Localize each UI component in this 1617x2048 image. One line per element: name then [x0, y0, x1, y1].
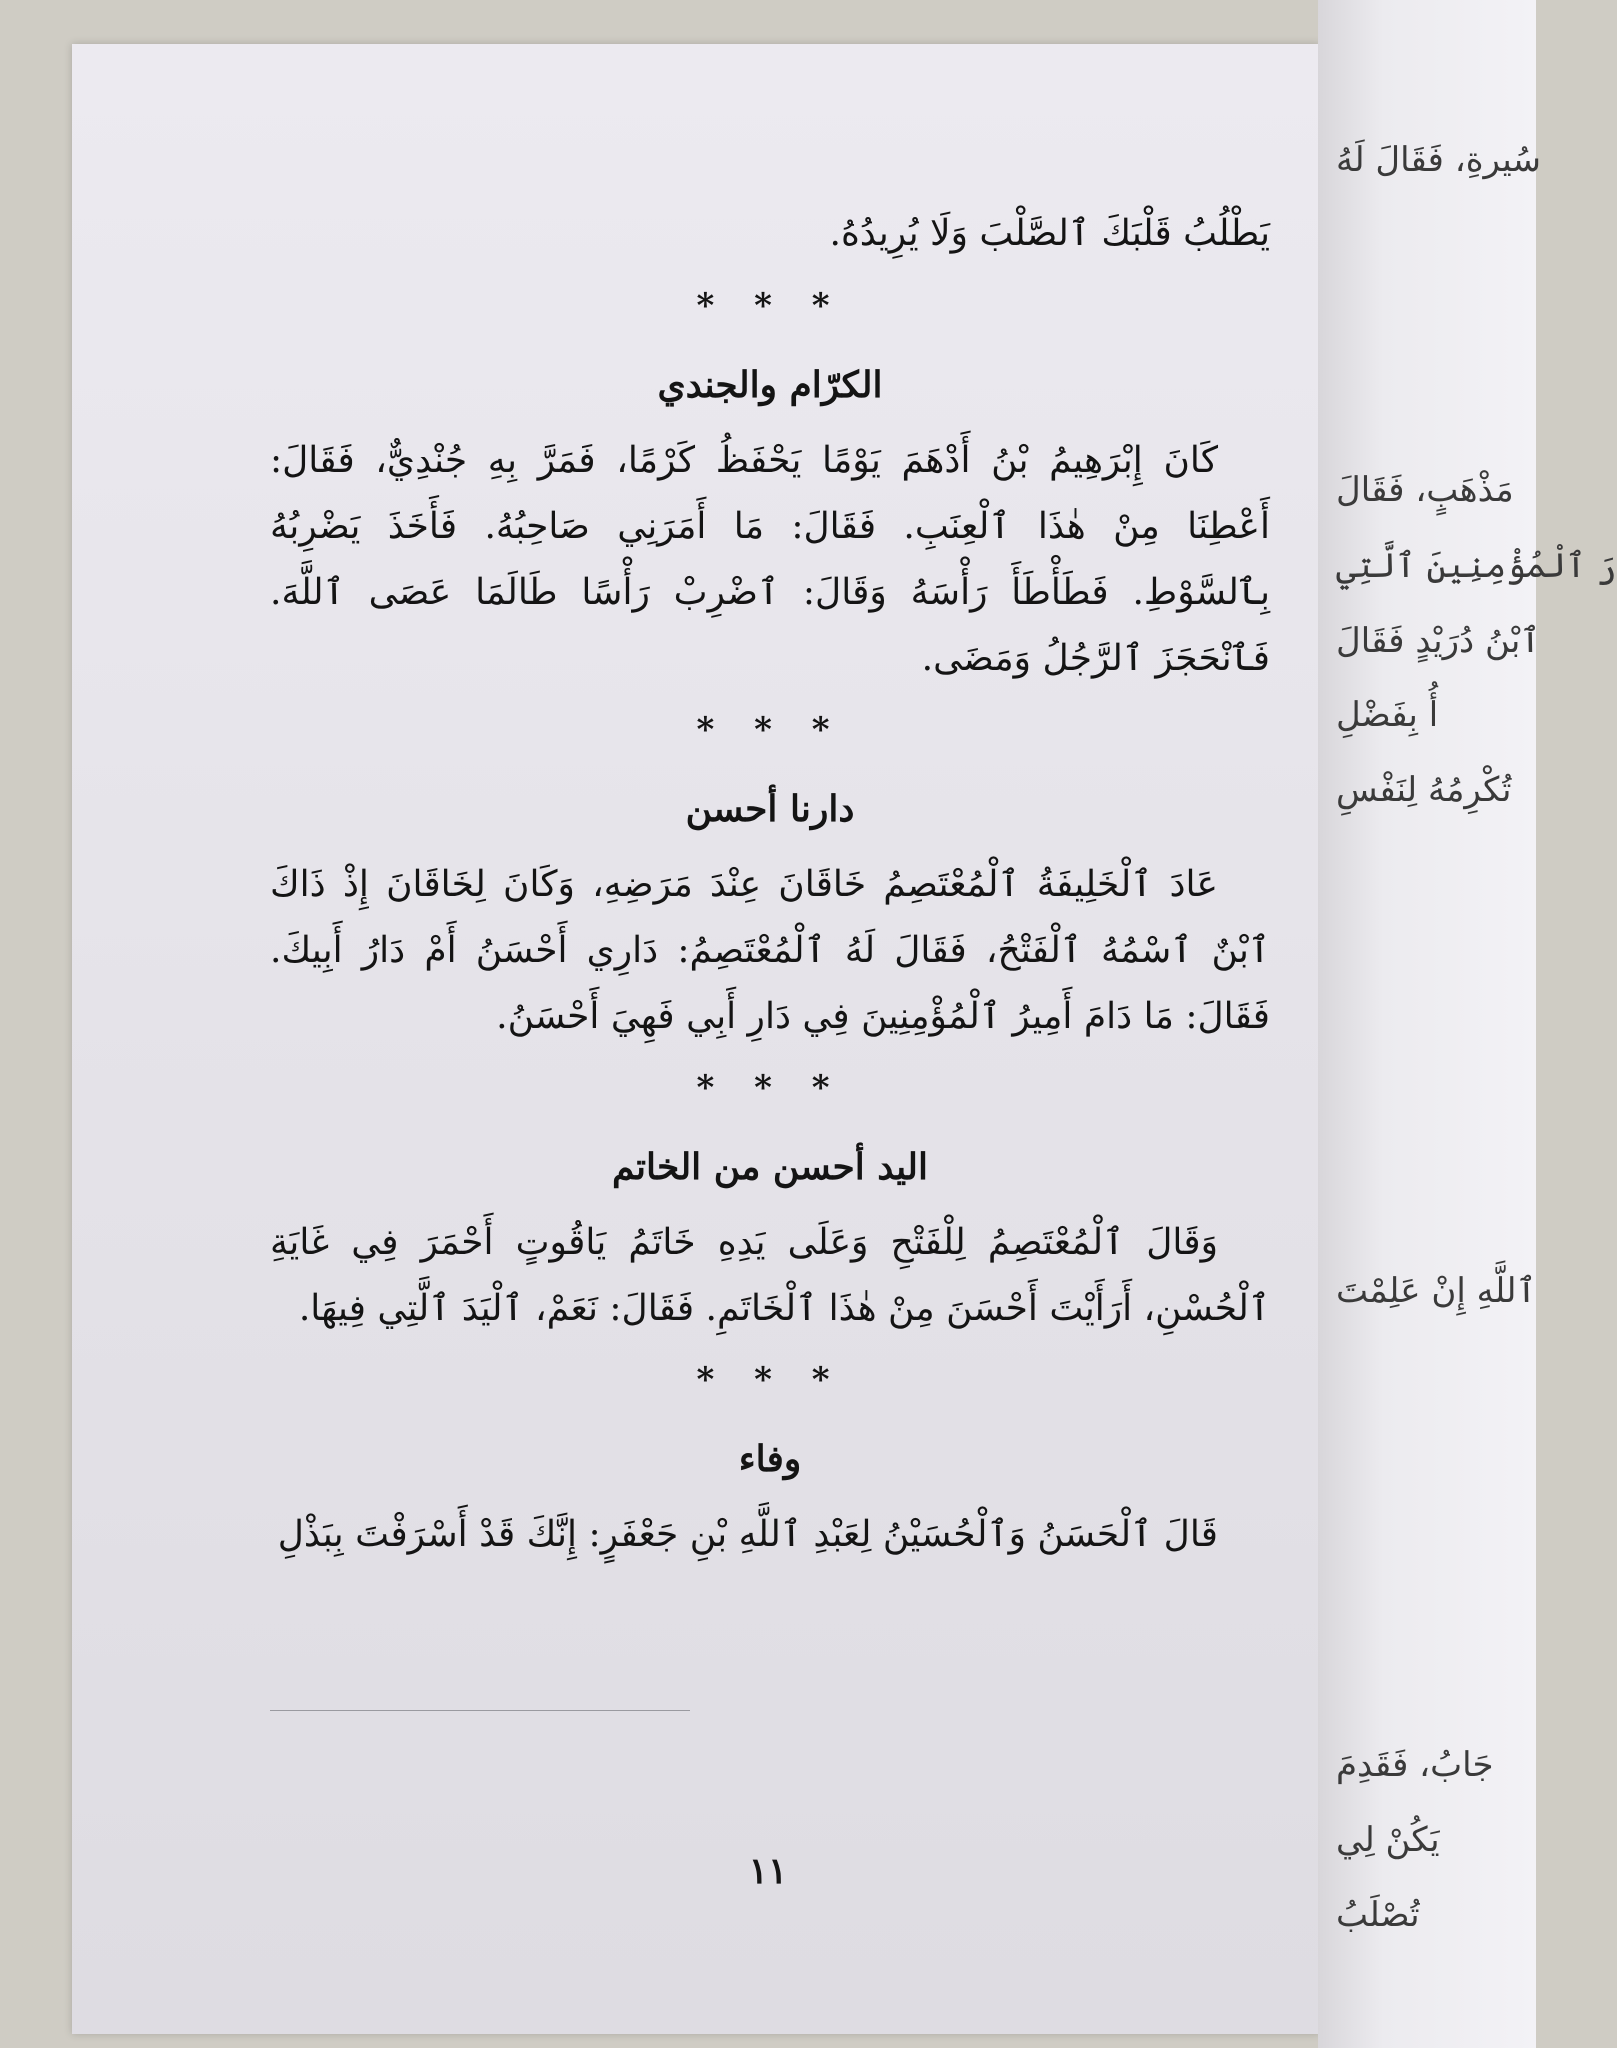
facing-page-fragment: تُكْرِمُهُ لِنَفْسِ [1336, 770, 1512, 810]
section-separator: * * * [696, 286, 844, 326]
section-title: دارنا أحسن [685, 788, 855, 830]
section-separator: * * * [696, 1360, 844, 1400]
facing-page-fragment: ٱبْنُ دُرَيْدٍ فَقَالَ [1336, 621, 1541, 661]
section-title: الكرّام والجندي [657, 364, 883, 406]
facing-page-fragment: ٱللَّهِ إِنْ عَلِمْتَ [1336, 1271, 1537, 1311]
page-number: ١١ [748, 1850, 788, 1892]
facing-page-fragment: سُيرةِ، فَقَالَ لَهُ [1336, 140, 1542, 180]
facing-page-fragment: أُ بِفَضْلِ [1336, 695, 1439, 735]
section-paragraph: عَادَ ٱلْخَلِيفَةُ ٱلْمُعْتَصِمُ خَاقَانَ عِنْدَ مَرَضِهِ، وَكَانَ لِخَاقَانَ إِذْ ذَاكَ ٱبْنٌ ٱسْمُهُ ٱلْفَتْحُ، فَقَالَ لَهُ ٱلْمُعْتَصِمُ: دَارِي أَحْسَنُ أَمْ دَارُ أَبِيكَ. فَقَالَ: مَا دَامَ أَمِيرُ ٱلْمُؤْمِنِينَ فِي دَارِ أَبِي فَهِيَ أَحْسَنُ. [270, 864, 1270, 1037]
section-separator: * * * [696, 1068, 844, 1108]
page-text [270, 200, 1270, 1568]
footnote-divider [270, 1710, 690, 1711]
facing-page-fragment: يَكُنْ لِي [1336, 1820, 1440, 1860]
section-paragraph: وَقَالَ ٱلْمُعْتَصِمُ لِلْفَتْحِ وَعَلَى يَدِهِ خَاتَمُ يَاقُوتٍ أَحْمَرَ فِي غَايَةِ ٱلْحُسْنِ، أَرَأَيْتَ أَحْسَنَ مِنْ هٰذَا ٱلْخَاتَمِ. فَقَالَ: نَعَمْ، ٱلْيَدَ ٱلَّتِي فِيهَا. [270, 1222, 1270, 1329]
opening-line: يَطْلُبُ قَلْبَكَ ٱلصَّلْبَ وَلَا يُرِيدُهُ. [829, 213, 1270, 254]
section-title: وفاء [738, 1438, 802, 1480]
section-title: اليد أحسن من الخاتم [612, 1146, 928, 1188]
facing-page-fragment: تُصْلَبُ [1336, 1895, 1420, 1935]
facing-page-fragment: مَذْهَبٍ، فَقَالَ [1336, 470, 1514, 510]
facing-page [1318, 0, 1617, 2048]
section-paragraph: كَانَ إِبْرَهِيمُ بْنُ أَدْهَمَ يَوْمًا يَحْفَظُ كَرْمًا، فَمَرَّ بِهِ جُنْدِيٌّ، فَقَالَ: أَعْطِنَا مِنْ هٰذَا ٱلْعِنَبِ. فَقَالَ: مَا أَمَرَنِي صَاحِبُهُ. فَأَخَذَ يَضْرِبُهُ بِٱلسَّوْطِ. فَطَأْطَأَ رَأْسَهُ وَقَالَ: ٱضْرِبْ رَأْسًا طَالَمَا عَصَى ٱللَّهَ. فَٱنْحَجَزَ ٱلرَّجُلُ وَمَضَى. [270, 440, 1270, 679]
facing-page-fragment: رَ ٱلْمُؤْمِنِينَ ٱلَّتِي [1336, 546, 1617, 586]
facing-page-fragment: جَابُ، فَقَدِمَ [1336, 1745, 1494, 1785]
section-separator: * * * [696, 710, 844, 750]
section-paragraph: قَالَ ٱلْحَسَنُ وَٱلْحُسَيْنُ لِعَبْدِ ٱللَّهِ بْنِ جَعْفَرٍ: إِنَّكَ قَدْ أَسْرَفْتَ بِبَذْلِ [277, 1514, 1218, 1555]
